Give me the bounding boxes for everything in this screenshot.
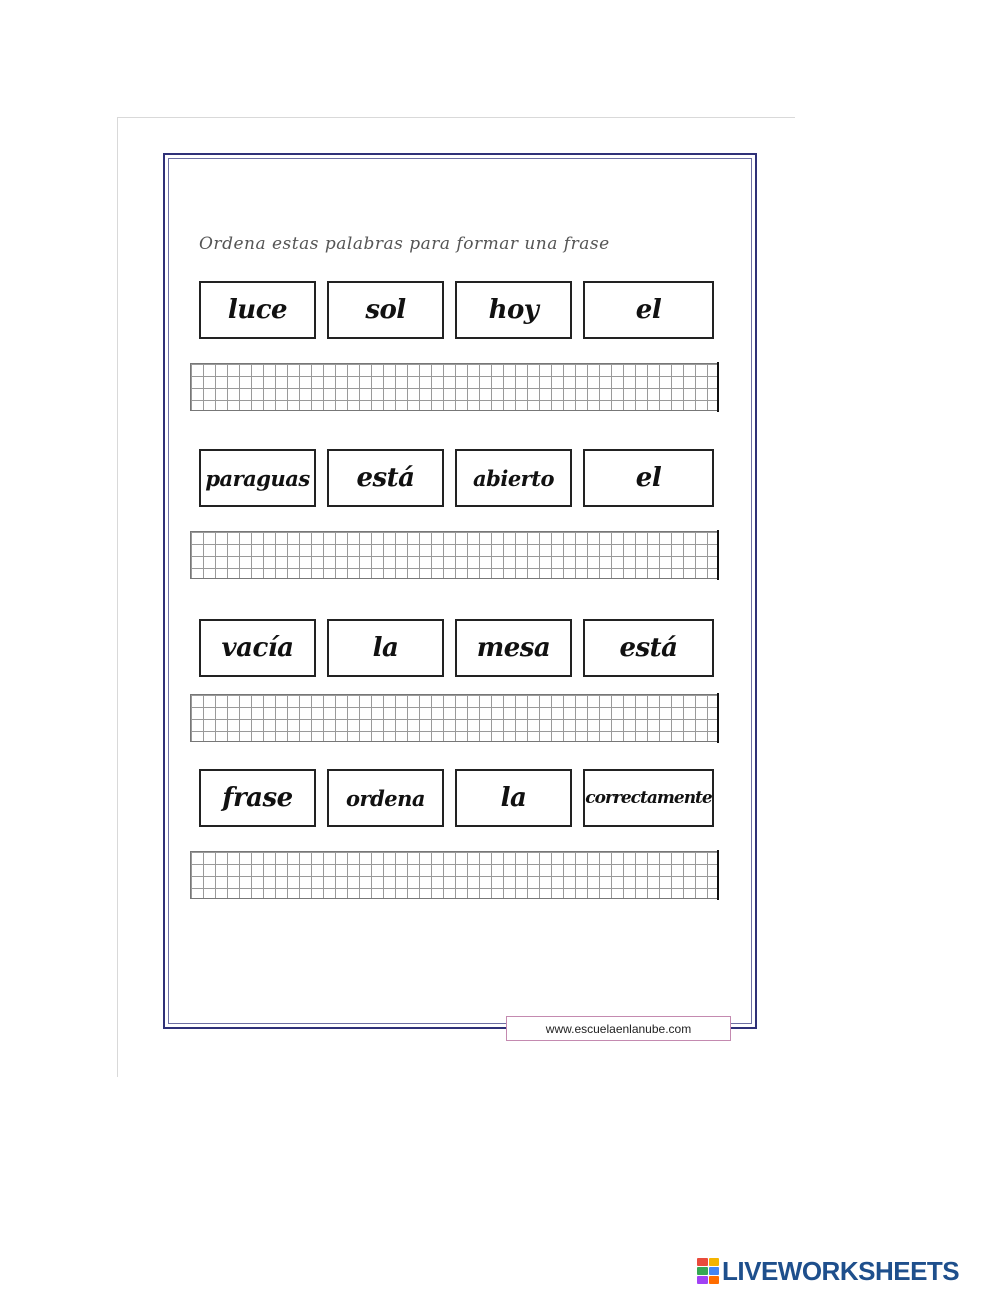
word-text: vacía — [221, 633, 294, 663]
word-text: está — [619, 633, 678, 663]
word-card[interactable] — [327, 449, 444, 507]
word-card[interactable] — [455, 281, 572, 339]
logo-block — [709, 1258, 720, 1266]
word-text: ordena — [346, 785, 425, 811]
word-text: frase — [222, 783, 293, 813]
grid-end-line — [717, 850, 719, 900]
scan-border-left — [117, 117, 118, 1077]
writing-grid[interactable] — [190, 694, 718, 742]
logo-block — [697, 1276, 708, 1284]
word-card[interactable] — [455, 449, 572, 507]
writing-grid[interactable] — [190, 363, 718, 411]
word-card[interactable] — [455, 619, 572, 677]
word-text: sol — [365, 295, 406, 325]
word-text: está — [356, 463, 415, 493]
word-card[interactable] — [199, 281, 316, 339]
word-card[interactable] — [199, 449, 316, 507]
logo-block — [709, 1267, 720, 1275]
word-text: abierto — [473, 465, 554, 491]
word-text: la — [372, 633, 399, 663]
word-card[interactable] — [583, 619, 714, 677]
brand-name: LIVEWORKSHEETS — [722, 1255, 960, 1286]
word-text: la — [500, 783, 527, 813]
scan-border-top — [118, 117, 795, 118]
grid-end-line — [717, 530, 719, 580]
word-card[interactable] — [327, 769, 444, 827]
grid-end-line — [717, 693, 719, 743]
logo-block — [709, 1276, 720, 1284]
word-card[interactable] — [455, 769, 572, 827]
word-card[interactable] — [199, 769, 316, 827]
logo-block — [697, 1258, 708, 1266]
word-text: el — [635, 295, 662, 325]
word-text: mesa — [476, 633, 551, 663]
liveworksheets-logo-icon — [697, 1258, 719, 1284]
word-card[interactable] — [327, 619, 444, 677]
word-card[interactable] — [583, 449, 714, 507]
word-text: paraguas — [205, 465, 310, 491]
word-text: hoy — [488, 295, 539, 325]
logo-block — [697, 1267, 708, 1275]
brand-footer[interactable] — [697, 1256, 959, 1286]
word-text: el — [635, 463, 662, 493]
word-card[interactable] — [199, 619, 316, 677]
word-card[interactable] — [583, 769, 714, 827]
word-card[interactable] — [327, 281, 444, 339]
writing-grid[interactable] — [190, 531, 718, 579]
instruction-text: Ordena estas palabras para formar una frase — [199, 234, 610, 254]
word-text: correctamente — [585, 788, 712, 808]
word-card[interactable] — [583, 281, 714, 339]
source-url: www.escuelaenlanube.com — [506, 1016, 731, 1041]
word-text: luce — [227, 295, 288, 325]
grid-end-line — [717, 362, 719, 412]
writing-grid[interactable] — [190, 851, 718, 899]
